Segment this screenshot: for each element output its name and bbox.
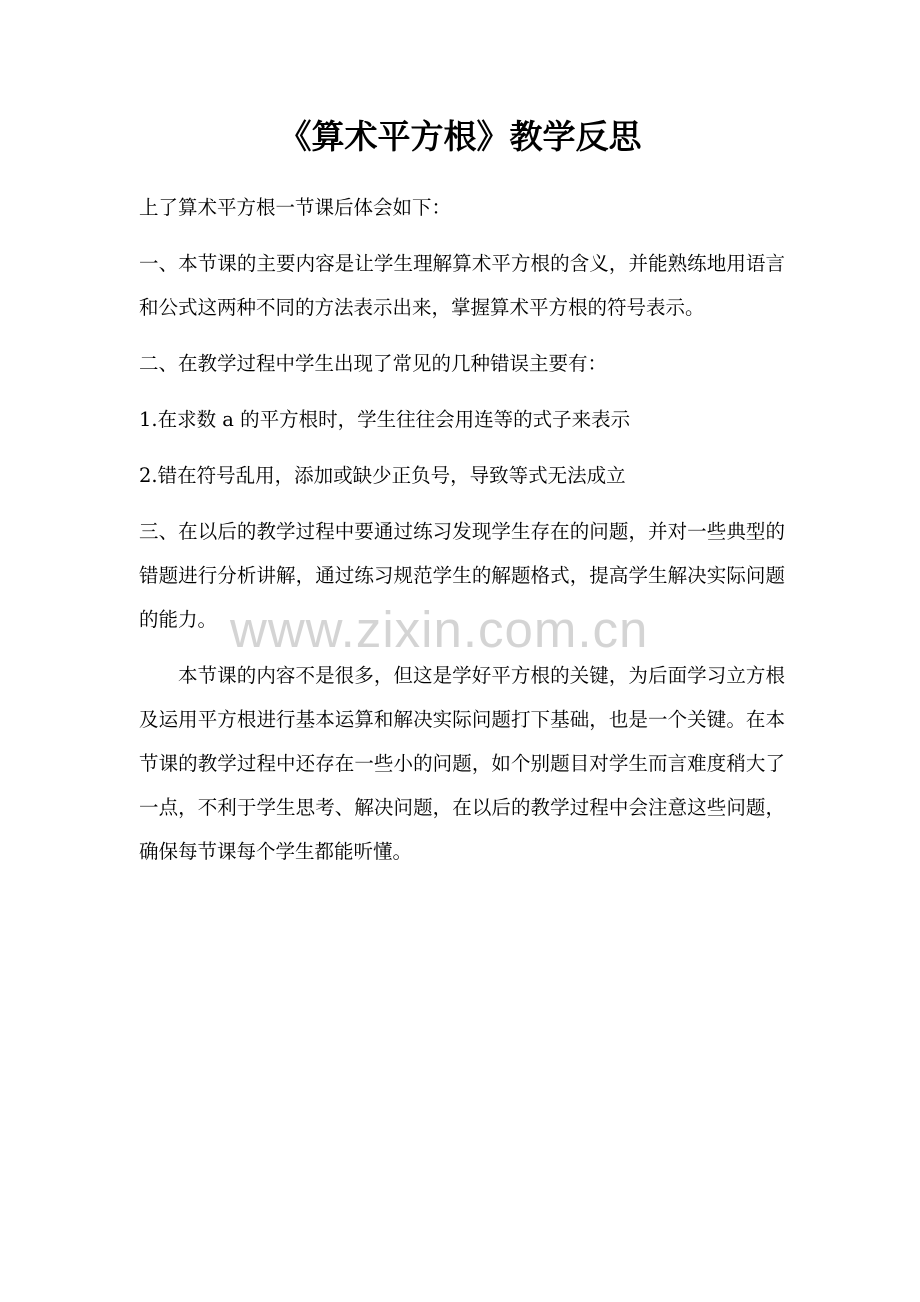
paragraph-intro: 上了算术平方根一节课后体会如下： [139, 196, 452, 219]
paragraph-error-one: 1.在求数 a 的平方根时，学生往往会用连等的式子来表示 [139, 408, 631, 431]
document-body [139, 186, 785, 886]
document-title: 《算术平方根》教学反思 [278, 117, 642, 156]
paragraph-point-three: 三、在以后的教学过程中要通过练习发现学生存在的问题，并对一些典型的错题进行分析讲解，通过练习规范学生的解题格式，提高学生解决实际问题的能力。 [139, 520, 785, 631]
paragraph-point-one: 一、本节课的主要内容是让学生理解算术平方根的含义，并能熟练地用语言和公式这两种不同的方法表示出来，掌握算术平方根的符号表示。 [139, 252, 785, 319]
paragraph-summary: 本节课的内容不是很多，但这是学好平方根的关键，为后面学习立方根及运用平方根进行基本运算和解决实际问题打下基础，也是一个关键。在本节课的教学过程中还存在一些小的问题，如个别题目对学生而言难度稍大了一点，不利于学生思考、解决问题，在以后的教学过程中会注意这些问题，确保每节课每个学生都能听懂。 [139, 664, 785, 863]
watermark-text: www.zixin.com.cn [230, 601, 649, 658]
paragraph-point-two: 二、在教学过程中学生出现了常见的几种错误主要有： [139, 352, 608, 375]
paragraph-error-two: 2.错在符号乱用，添加或缺少正负号，导致等式无法成立 [139, 464, 626, 487]
